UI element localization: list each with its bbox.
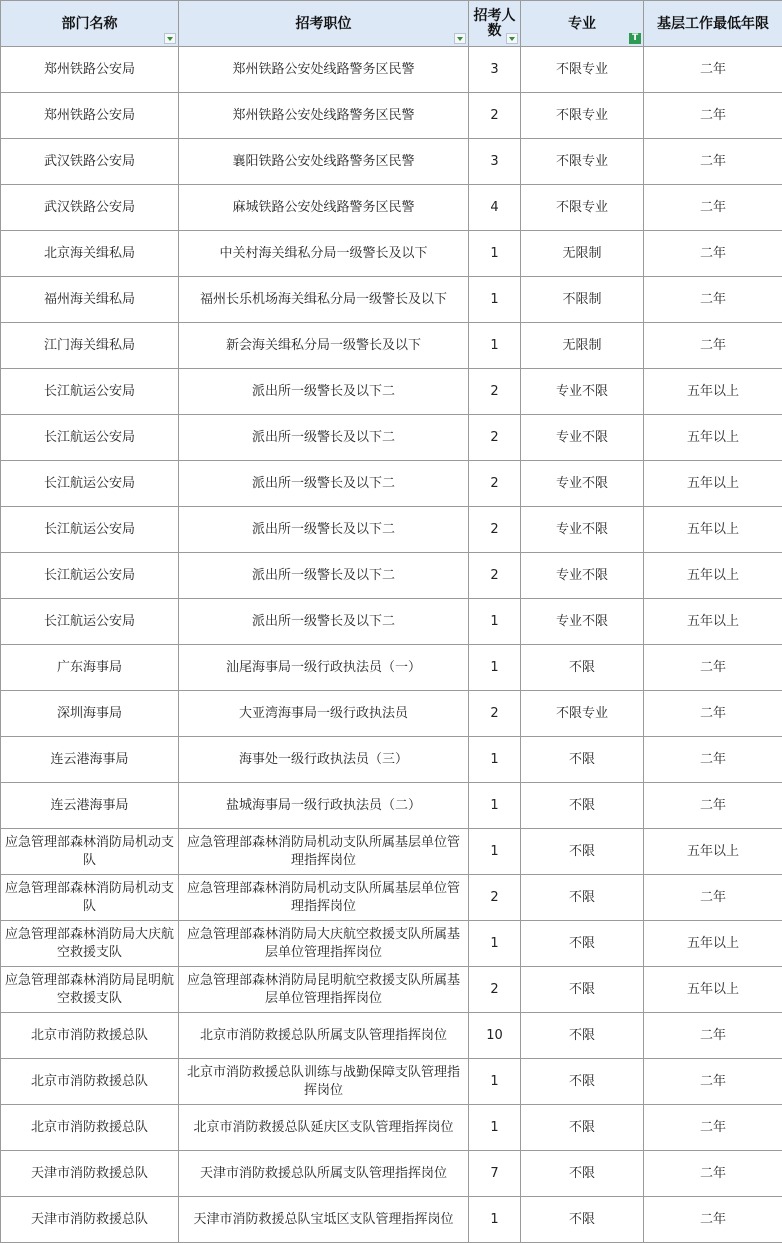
cell-headcount[interactable]: 1: [469, 323, 521, 369]
cell-min-years[interactable]: 五年以上: [644, 921, 782, 967]
cell-department[interactable]: 郑州铁路公安局: [1, 93, 179, 139]
table-row: [1, 93, 782, 139]
cell-min-years[interactable]: 五年以上: [644, 553, 782, 599]
cell-headcount[interactable]: 2: [469, 507, 521, 553]
cell-min-years[interactable]: 二年: [644, 231, 782, 277]
cell-department[interactable]: 长江航运公安局: [1, 599, 179, 645]
cell-position[interactable]: 应急管理部森林消防局大庆航空救援支队所属基层单位管理指挥岗位: [179, 921, 469, 967]
cell-min-years[interactable]: 五年以上: [644, 461, 782, 507]
cell-major[interactable]: 不限专业: [521, 139, 644, 185]
cell-major[interactable]: 不限: [521, 1105, 644, 1151]
cell-min-years[interactable]: 二年: [644, 323, 782, 369]
cell-position[interactable]: 汕尾海事局一级行政执法员（一）: [179, 645, 469, 691]
cell-department[interactable]: 长江航运公安局: [1, 461, 179, 507]
filter-dropdown-icon[interactable]: [164, 33, 176, 44]
cell-headcount[interactable]: 10: [469, 1013, 521, 1059]
table-row: [1, 1151, 782, 1197]
cell-min-years[interactable]: 二年: [644, 1197, 782, 1243]
cell-min-years[interactable]: 二年: [644, 185, 782, 231]
cell-position[interactable]: 郑州铁路公安处线路警务区民警: [179, 47, 469, 93]
cell-min-years[interactable]: 二年: [644, 1105, 782, 1151]
cell-major[interactable]: 不限: [521, 1013, 644, 1059]
table-row: [1, 875, 782, 921]
cell-min-years[interactable]: 五年以上: [644, 369, 782, 415]
cell-major[interactable]: 不限专业: [521, 691, 644, 737]
cell-major[interactable]: 不限: [521, 875, 644, 921]
cell-department[interactable]: 连云港海事局: [1, 783, 179, 829]
cell-position[interactable]: 派出所一级警长及以下二: [179, 553, 469, 599]
table-row: [1, 231, 782, 277]
cell-min-years[interactable]: 五年以上: [644, 507, 782, 553]
cell-headcount[interactable]: 1: [469, 599, 521, 645]
table-row: [1, 507, 782, 553]
cell-min-years[interactable]: 五年以上: [644, 967, 782, 1013]
cell-headcount[interactable]: 1: [469, 737, 521, 783]
cell-department[interactable]: 广东海事局: [1, 645, 179, 691]
cell-min-years[interactable]: 二年: [644, 1013, 782, 1059]
cell-min-years[interactable]: 二年: [644, 1059, 782, 1105]
cell-major[interactable]: 无限制: [521, 231, 644, 277]
cell-min-years[interactable]: 五年以上: [644, 829, 782, 875]
table-row: [1, 415, 782, 461]
table-row: [1, 1105, 782, 1151]
header-department: [1, 1, 179, 47]
cell-position[interactable]: 天津市消防救援总队所属支队管理指挥岗位: [179, 1151, 469, 1197]
cell-min-years[interactable]: 五年以上: [644, 599, 782, 645]
cell-position[interactable]: 福州长乐机场海关缉私分局一级警长及以下: [179, 277, 469, 323]
cell-department[interactable]: 长江航运公安局: [1, 507, 179, 553]
cell-major[interactable]: 不限: [521, 1059, 644, 1105]
table-row: [1, 967, 782, 1013]
cell-major[interactable]: 不限专业: [521, 93, 644, 139]
cell-position[interactable]: 应急管理部森林消防局机动支队所属基层单位管理指挥岗位: [179, 829, 469, 875]
cell-major[interactable]: 不限: [521, 783, 644, 829]
cell-major[interactable]: 专业不限: [521, 369, 644, 415]
cell-position[interactable]: 派出所一级警长及以下二: [179, 461, 469, 507]
cell-position[interactable]: 新会海关缉私分局一级警长及以下: [179, 323, 469, 369]
cell-department[interactable]: 武汉铁路公安局: [1, 139, 179, 185]
table-row: [1, 829, 782, 875]
cell-position[interactable]: 北京市消防救援总队所属支队管理指挥岗位: [179, 1013, 469, 1059]
cell-department[interactable]: 北京海关缉私局: [1, 231, 179, 277]
filter-active-icon[interactable]: [629, 33, 641, 44]
cell-department[interactable]: 应急管理部森林消防局机动支队: [1, 829, 179, 875]
cell-position[interactable]: 郑州铁路公安处线路警务区民警: [179, 93, 469, 139]
cell-headcount[interactable]: 3: [469, 139, 521, 185]
cell-min-years[interactable]: 二年: [644, 875, 782, 921]
table-row: [1, 1059, 782, 1105]
cell-major[interactable]: 不限: [521, 921, 644, 967]
cell-headcount[interactable]: 2: [469, 875, 521, 921]
table-row: [1, 599, 782, 645]
cell-position[interactable]: 麻城铁路公安处线路警务区民警: [179, 185, 469, 231]
cell-min-years[interactable]: 二年: [644, 645, 782, 691]
cell-headcount[interactable]: 1: [469, 1105, 521, 1151]
cell-position[interactable]: 天津市消防救援总队宝坻区支队管理指挥岗位: [179, 1197, 469, 1243]
cell-headcount[interactable]: 2: [469, 369, 521, 415]
header-label: 招考职位: [295, 15, 352, 32]
cell-min-years[interactable]: 二年: [644, 1151, 782, 1197]
cell-department[interactable]: 应急管理部森林消防局昆明航空救援支队: [1, 967, 179, 1013]
cell-major[interactable]: 不限: [521, 1151, 644, 1197]
cell-department[interactable]: 北京市消防救援总队: [1, 1105, 179, 1151]
table-row: [1, 277, 782, 323]
cell-position[interactable]: 大亚湾海事局一级行政执法员: [179, 691, 469, 737]
cell-headcount[interactable]: 7: [469, 1151, 521, 1197]
table-row: [1, 139, 782, 185]
table-row: [1, 645, 782, 691]
cell-headcount[interactable]: 2: [469, 967, 521, 1013]
cell-headcount[interactable]: 1: [469, 231, 521, 277]
cell-headcount[interactable]: 1: [469, 921, 521, 967]
header-major: [521, 1, 644, 47]
cell-major[interactable]: 不限: [521, 1197, 644, 1243]
table-row: [1, 185, 782, 231]
cell-department[interactable]: 应急管理部森林消防局机动支队: [1, 875, 179, 921]
cell-position[interactable]: 应急管理部森林消防局机动支队所属基层单位管理指挥岗位: [179, 875, 469, 921]
cell-major[interactable]: 专业不限: [521, 553, 644, 599]
cell-major[interactable]: 无限制: [521, 323, 644, 369]
cell-department[interactable]: 福州海关缉私局: [1, 277, 179, 323]
cell-min-years[interactable]: 二年: [644, 737, 782, 783]
cell-major[interactable]: 不限制: [521, 277, 644, 323]
cell-min-years[interactable]: 二年: [644, 139, 782, 185]
cell-major[interactable]: 不限: [521, 645, 644, 691]
header-min-years: [644, 1, 782, 47]
header-row: [1, 1, 782, 47]
header-label: 专业: [568, 15, 596, 32]
header-position: [179, 1, 469, 47]
header-headcount: [469, 1, 521, 47]
cell-department[interactable]: 郑州铁路公安局: [1, 47, 179, 93]
cell-headcount[interactable]: 2: [469, 553, 521, 599]
table-row: [1, 47, 782, 93]
cell-major[interactable]: 不限: [521, 737, 644, 783]
header-label: 部门名称: [61, 15, 118, 32]
table-row: [1, 1013, 782, 1059]
cell-headcount[interactable]: 2: [469, 93, 521, 139]
cell-position[interactable]: 盐城海事局一级行政执法员（二）: [179, 783, 469, 829]
cell-position[interactable]: 北京市消防救援总队训练与战勤保障支队管理指挥岗位: [179, 1059, 469, 1105]
cell-position[interactable]: 派出所一级警长及以下二: [179, 507, 469, 553]
cell-department[interactable]: 北京市消防救援总队: [1, 1059, 179, 1105]
table-body: [1, 47, 782, 1243]
filter-dropdown-icon[interactable]: [454, 33, 466, 44]
cell-major[interactable]: 专业不限: [521, 599, 644, 645]
cell-headcount[interactable]: 1: [469, 1197, 521, 1243]
table-row: [1, 553, 782, 599]
header-label: 基层工作最低年限: [657, 15, 769, 32]
cell-department[interactable]: 武汉铁路公安局: [1, 185, 179, 231]
cell-major[interactable]: 专业不限: [521, 415, 644, 461]
cell-position[interactable]: 派出所一级警长及以下二: [179, 599, 469, 645]
cell-department[interactable]: 天津市消防救援总队: [1, 1197, 179, 1243]
cell-department[interactable]: 天津市消防救援总队: [1, 1151, 179, 1197]
cell-department[interactable]: 深圳海事局: [1, 691, 179, 737]
cell-min-years[interactable]: 二年: [644, 783, 782, 829]
cell-min-years[interactable]: 二年: [644, 277, 782, 323]
cell-major[interactable]: 不限: [521, 967, 644, 1013]
cell-major[interactable]: 不限: [521, 829, 644, 875]
table-row: [1, 783, 782, 829]
cell-min-years[interactable]: 二年: [644, 691, 782, 737]
cell-department[interactable]: 北京市消防救援总队: [1, 1013, 179, 1059]
filter-dropdown-icon[interactable]: [506, 33, 518, 44]
cell-position[interactable]: 应急管理部森林消防局昆明航空救援支队所属基层单位管理指挥岗位: [179, 967, 469, 1013]
header-label: 招考人数: [473, 7, 516, 39]
table-row: [1, 323, 782, 369]
cell-major[interactable]: 专业不限: [521, 507, 644, 553]
cell-headcount[interactable]: 3: [469, 47, 521, 93]
cell-department[interactable]: 江门海关缉私局: [1, 323, 179, 369]
cell-department[interactable]: 应急管理部森林消防局大庆航空救援支队: [1, 921, 179, 967]
cell-department[interactable]: 长江航运公安局: [1, 553, 179, 599]
cell-headcount[interactable]: 2: [469, 461, 521, 507]
table-row: [1, 737, 782, 783]
cell-position[interactable]: 派出所一级警长及以下二: [179, 369, 469, 415]
cell-position[interactable]: 北京市消防救援总队延庆区支队管理指挥岗位: [179, 1105, 469, 1151]
table-row: [1, 461, 782, 507]
cell-position[interactable]: 派出所一级警长及以下二: [179, 415, 469, 461]
cell-headcount[interactable]: 1: [469, 645, 521, 691]
cell-headcount[interactable]: 1: [469, 829, 521, 875]
cell-headcount[interactable]: 1: [469, 783, 521, 829]
cell-department[interactable]: 长江航运公安局: [1, 415, 179, 461]
cell-position[interactable]: 海事处一级行政执法员（三）: [179, 737, 469, 783]
cell-headcount[interactable]: 2: [469, 415, 521, 461]
cell-major[interactable]: 专业不限: [521, 461, 644, 507]
cell-major[interactable]: 不限专业: [521, 185, 644, 231]
cell-department[interactable]: 连云港海事局: [1, 737, 179, 783]
cell-major[interactable]: 不限专业: [521, 47, 644, 93]
cell-department[interactable]: 长江航运公安局: [1, 369, 179, 415]
cell-min-years[interactable]: 五年以上: [644, 415, 782, 461]
cell-headcount[interactable]: 1: [469, 277, 521, 323]
table-row: [1, 921, 782, 967]
cell-position[interactable]: 中关村海关缉私分局一级警长及以下: [179, 231, 469, 277]
cell-headcount[interactable]: 2: [469, 691, 521, 737]
table-row: [1, 691, 782, 737]
cell-headcount[interactable]: 1: [469, 1059, 521, 1105]
cell-headcount[interactable]: 4: [469, 185, 521, 231]
table-row: [1, 369, 782, 415]
cell-position[interactable]: 襄阳铁路公安处线路警务区民警: [179, 139, 469, 185]
cell-min-years[interactable]: 二年: [644, 47, 782, 93]
table-row: [1, 1197, 782, 1243]
cell-min-years[interactable]: 二年: [644, 93, 782, 139]
